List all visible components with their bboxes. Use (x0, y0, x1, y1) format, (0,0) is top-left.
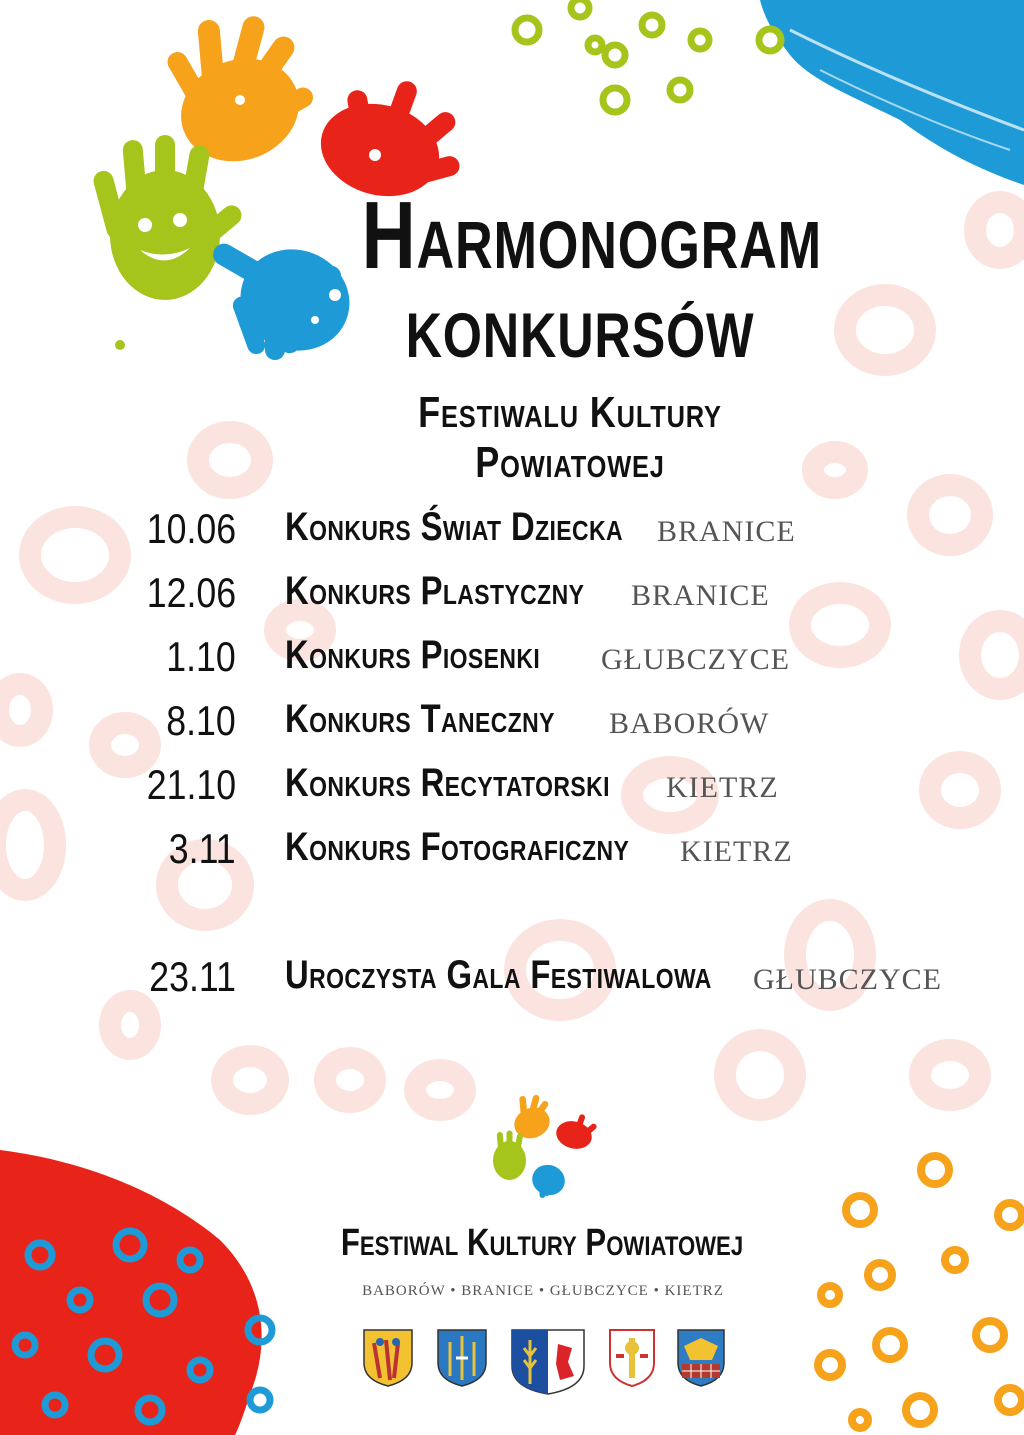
event-date: 8.10 (166, 697, 236, 744)
gala-date: 23.11 (149, 953, 236, 1000)
green-handprint-icon (91, 135, 245, 350)
baborow-crest-icon (362, 1328, 414, 1388)
event-name: Konkurs Recytatorski (285, 761, 610, 805)
schedule-row (0, 633, 1024, 683)
glubczyce-county-crest-icon (510, 1328, 586, 1396)
event-name: Konkurs Piosenki (285, 633, 541, 677)
small-green-handprint-icon (493, 1131, 526, 1181)
event-date: 3.11 (169, 825, 236, 872)
gala-place: GŁUBCZYCE (753, 963, 942, 996)
page-title-line2: konkursów (405, 277, 755, 377)
schedule-row (0, 505, 1024, 555)
event-date: 12.06 (146, 569, 236, 616)
event-name: Konkurs Taneczny (285, 697, 555, 741)
footer-towns: BABORÓW • BRANICE • GŁUBCZYCE • KIETRZ (362, 1283, 724, 1299)
small-handprints-logo (487, 1092, 607, 1202)
gala-name: Uroczysta Gala Festiwalowa (285, 953, 712, 997)
schedule-row (0, 697, 1024, 747)
event-place: KIETRZ (680, 835, 793, 868)
gala-row (0, 953, 1024, 1003)
kietrz-crest-icon (676, 1328, 726, 1388)
blue-brush-decoration (760, 0, 1024, 185)
footer-festival-name: Festiwal Kultury Powiatowej (340, 1222, 744, 1264)
small-blue-handprint-icon (528, 1160, 569, 1199)
glubczyce-crest-icon (608, 1328, 656, 1388)
small-red-handprint-icon (553, 1114, 598, 1153)
event-place: BRANICE (631, 579, 770, 612)
event-date: 21.10 (146, 761, 236, 808)
event-place: BABORÓW (609, 707, 770, 740)
page-subtitle: Festiwalu Kultury Powiatowej (418, 388, 722, 487)
event-place: KIETRZ (666, 771, 779, 804)
event-name: Konkurs Fotograficzny (285, 825, 630, 869)
event-name: Konkurs Plastyczny (285, 569, 585, 613)
green-rings-decoration (515, 0, 781, 112)
event-name: Konkurs Świat Dziecka (285, 505, 624, 549)
schedule-row (0, 825, 1024, 875)
blue-handprint-icon (209, 234, 364, 366)
branice-crest-icon (436, 1328, 488, 1388)
event-place: GŁUBCZYCE (601, 643, 790, 676)
schedule-row (0, 761, 1024, 811)
schedule-row (0, 569, 1024, 619)
small-orange-handprint-icon (510, 1094, 554, 1143)
event-date: 10.06 (146, 505, 236, 552)
page-title-line1: Harmonogram (361, 182, 822, 289)
event-date: 1.10 (166, 633, 236, 680)
event-place: BRANICE (657, 515, 796, 548)
